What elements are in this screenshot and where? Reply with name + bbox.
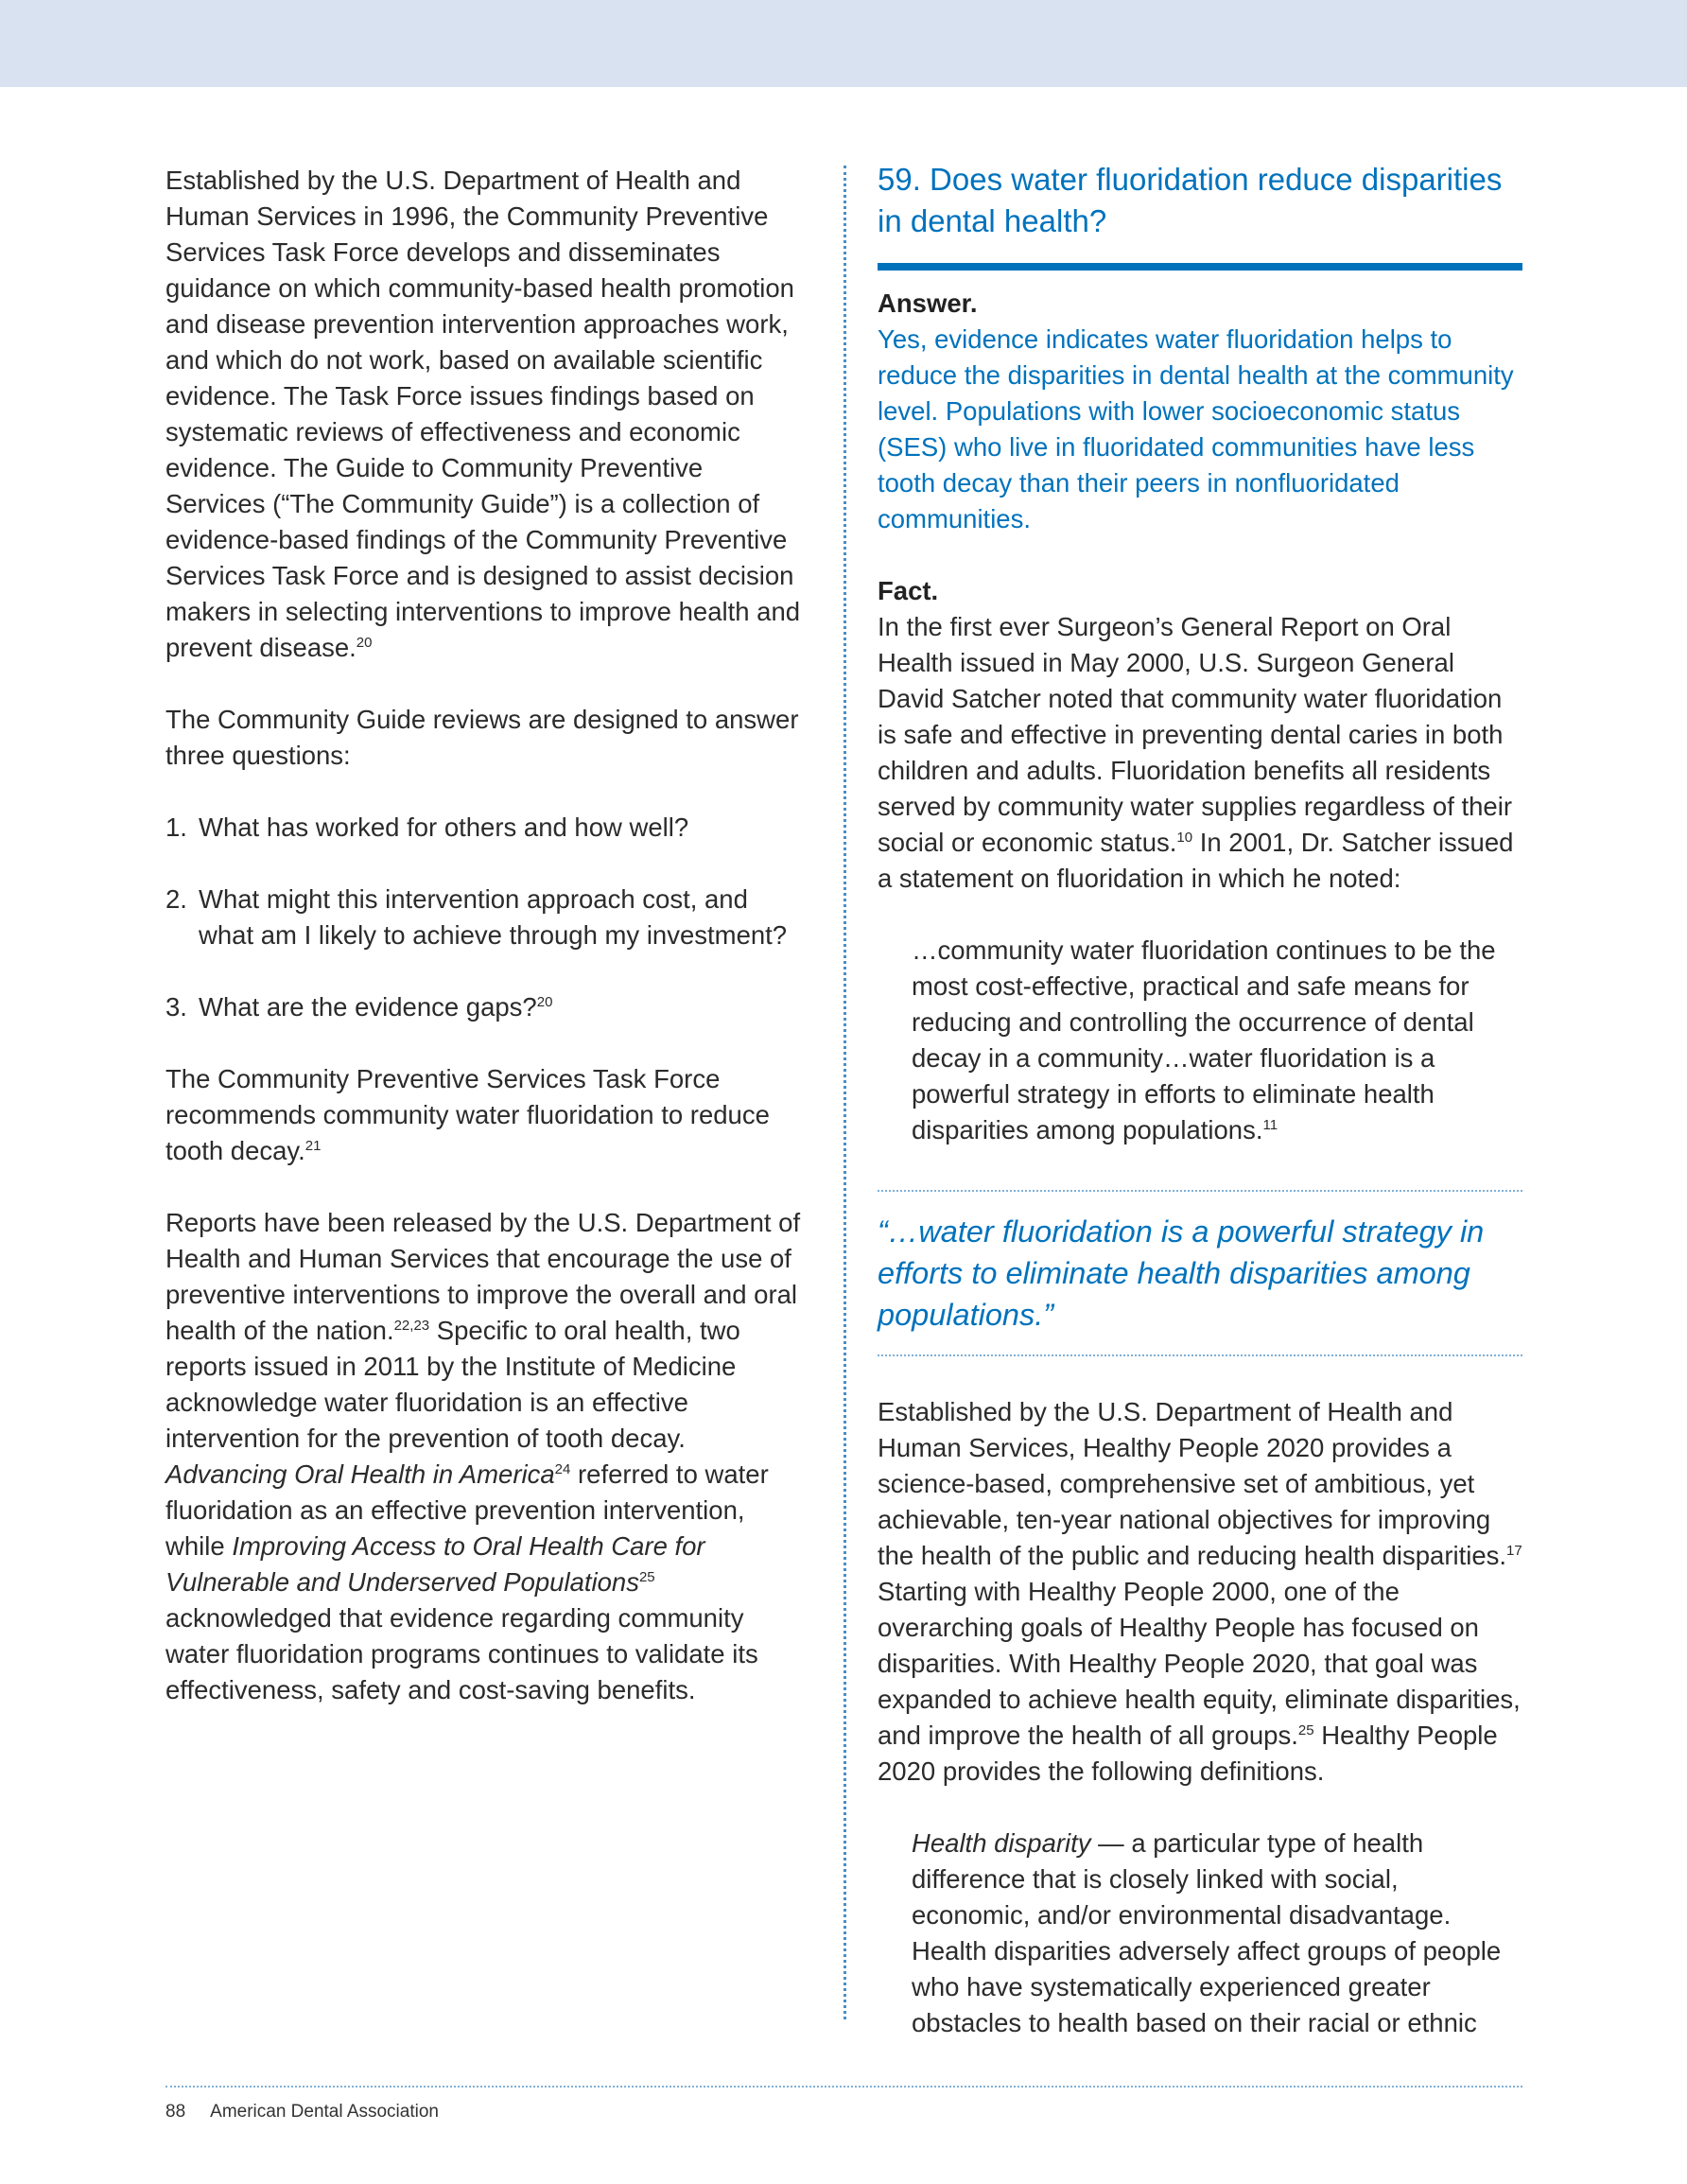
left-column [165, 163, 809, 1708]
answer-text: Yes, evidence indicates water fluoridation helps to reduce the disparities in dental health at the community level. Populations with lower socioeconomic status (SES) who live in fluoridated communities have less tooth decay than their peers in nonfluoridated communities. [878, 324, 1514, 533]
list-item: 3. What are the evidence gaps?$^{20}$ [165, 992, 553, 1022]
footer [165, 2102, 439, 2123]
header-band [0, 0, 1687, 87]
list-item: 2. What might this intervention approach cost, and what am I likely to achieve through my investment? [165, 884, 788, 950]
reports-paragraph: Reports have been released by the U.S. Department of Health and Human Services that encourage the use of preventive interventions to improve the overall and oral health of the nation.$^{22,23}$ Specific to oral health, two reports issued in 2011 by the Institute of Medicine acknowledge water fluoridation is an effective intervention for the prevention of tooth decay. Advancing Oral Health in America$^{24}$ referred to water fluoridation as an effective prevention intervention, while Improving Access to Oral Health Care for Vulnerable and Underserved Populations$^{25}$ acknowledged that evidence regarding community water fluoridation programs continues to validate its effectiveness, safety and cost-saving benefits. [165, 1208, 801, 1704]
guide-intro-paragraph: The Community Guide reviews are designed to answer three questions: [165, 705, 799, 770]
answer-label: Answer. [878, 288, 978, 318]
pull-quote-rule-top [878, 1190, 1522, 1192]
pull-quote-rule-bottom [878, 1354, 1522, 1356]
list-item: 1. What has worked for others and how well? [165, 812, 689, 842]
right-column [878, 159, 1522, 2041]
title-rule [878, 263, 1522, 271]
satcher-quote: …community water fluoridation continues to be the most cost-effective, practical and safe means for reducing and controlling the occurrence of dental decay in a community…water fluoridation is a powerful strategy in efforts to eliminate health disparities among populations.$^{11}$ [912, 935, 1496, 1144]
recommendation-paragraph: The Community Preventive Services Task Force recommends community water fluoridation to reduce tooth decay.$^{21}$ [165, 1064, 770, 1165]
questions-list [165, 810, 809, 1025]
fact-label: Fact. [878, 576, 939, 605]
fact-paragraph: In the first ever Surgeon’s General Report on Oral Health issued in May 2000, U.S. Surgeon General David Satcher noted that community water fluoridation is safe and effective in preventing dental caries in both children and adults. Fluoridation benefits all residents served by community water supplies regardless of their social or economic status.$^{10}$ In 2001, Dr. Satcher issued a statement on fluoridation in which he noted: [878, 612, 1514, 893]
task-force-paragraph: Established by the U.S. Department of Health and Human Services in 1996, the Community Preventive Services Task Force develops and disseminates guidance on which community-based health promotion and disease prevention intervention approaches work, and which do not work, based on available scientific evidence. The Task Force issues findings based on systematic reviews of effectiveness and economic evidence. The Guide to Community Preventive Services (“The Community Guide”) is a collection of evidence-based findings of the Community Preventive Services Task Force and is designed to assist decision makers in selecting interventions to improve health and prevent disease.$^{20}$ [165, 166, 801, 662]
pull-quote: “…water fluoridation is a powerful strategy in efforts to eliminate health disparities among populations.” [878, 1214, 1485, 1332]
health-disparity-definition: Health disparity — a particular type of health difference that is closely linked with social, economic, and/or environmental disadvantage. Health disparities adversely affect groups of people who have systematically experienced greater obstacles to health based on their racial or ethnic [912, 1828, 1502, 2037]
page-number: 88 [165, 2102, 186, 2122]
footer-rule [165, 2086, 1522, 2088]
question-title: 59. Does water fluoridation reduce disparities in dental health? [878, 162, 1503, 238]
column-divider [844, 166, 846, 2019]
healthy-people-paragraph: Established by the U.S. Department of Health and Human Services, Healthy People 2020 provides a science-based, comprehensive set of ambitious, yet achievable, ten-year national objectives for improving the health of the public and reducing health disparities.$^{17}$ Starting with Healthy People 2000, one of the overarching goals of Healthy People has focused on disparities. With Healthy People 2020, that goal was expanded to achieve health equity, eliminate disparities, and improve the health of all groups.$^{25}$ Healthy People 2020 provides the following definitions. [878, 1397, 1522, 1786]
footer-org: American Dental Association [210, 2102, 439, 2122]
